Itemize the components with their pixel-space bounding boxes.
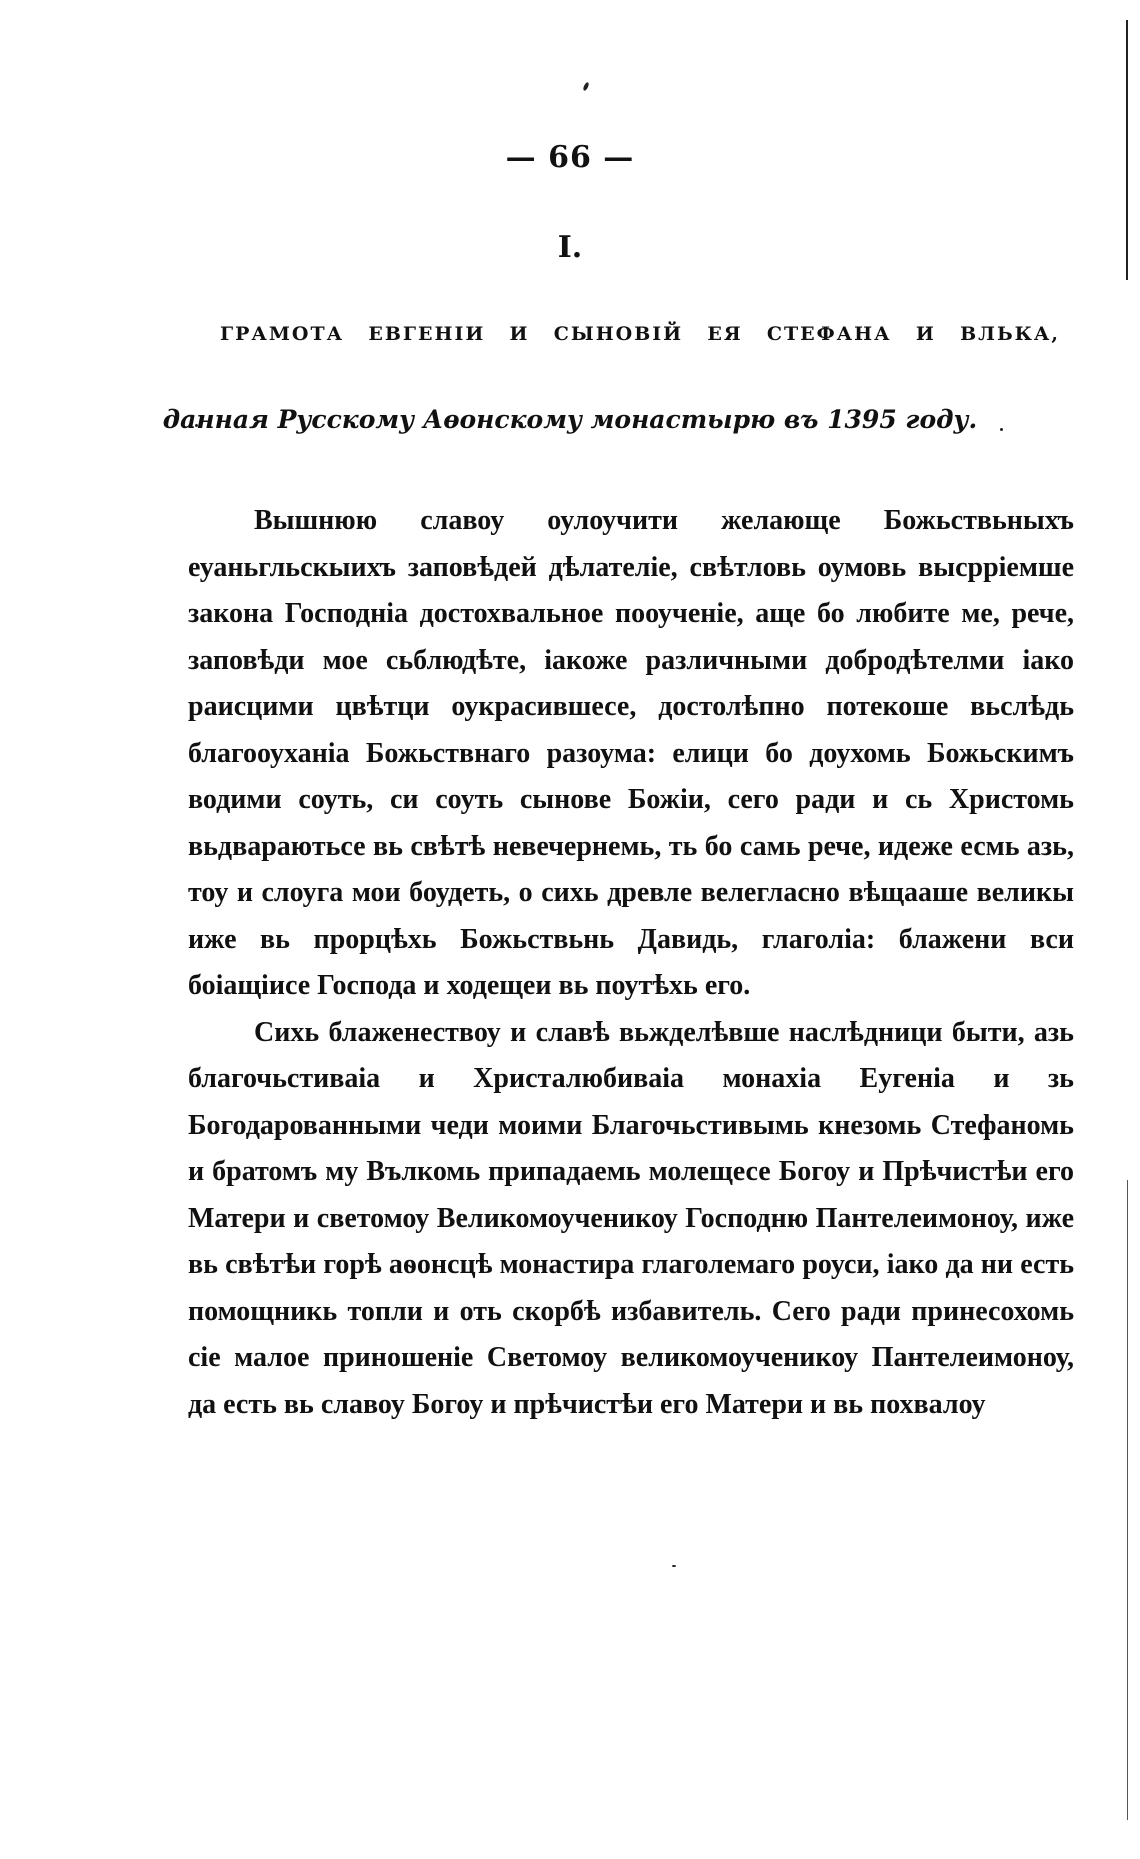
scan-edge-line-lower: [1127, 1180, 1128, 1820]
paragraph: Сихь блаженествоу и славѣ вьжделѣвше наслѣдници быти, азь благочьстиваіа и Христалюбиваіа монахіа Еугеніа и зь Богодарованными чеди моими Благочьстивымь кнезомь Стефаномь и братомъ му Вълкомь припадаемь молещесе Богоу и Прѣчистѣи его Матери и светомоу Великомоученикоу Господню Пантелеимоноу, иже вь свѣтѣи горѣ аѳонсцѣ монастира глаголемаго роуси, іако да ни есть помощникь топли и оть скорбѣ избавитель. Сего ради принесохомь сіе малое приношеніе Светомоу великомоученикоу Пантелеимоноу, да есть вь славоу Богоу и прѣчистѣи его Матери и вь похвалоу: [188, 1016, 1074, 1420]
paragraph: Вышнюю славоу оулоучити желающе Божьствьныхъ еуаньгльскыихъ заповѣдей дѣлателіе, свѣтловь оумовь высрріемше закона Господніа достохвальное пооученіе, аще бо любите ме, рече, заповѣди мое сьблюдѣте, іакоже различными добродѣтелми іако раисцими цвѣтци оукрасившесе, достолѣпно потекоше вьслѣдь благооуханіа Божьствнаго разоума: елици бо доухомь Божьскимъ водими соуть, си соуть сынове Божіи, сего ради и сь Христомь вьдвараютьсе вь свѣтѣ невечернемь, ть бо самь рече, идеже есмь азь, тоу и слоуга мои боудеть, о сихь древле велегласно вѣщааше великы иже вь прорцѣхь Божьствьнь Давидь, глаголіа: блажени вси боіащіисе Господа и ходещеи вь поутѣхь его.: [188, 505, 1074, 1001]
scan-speck: [582, 82, 589, 92]
section-numeral: I.: [557, 230, 583, 265]
page-number: — 66 —: [505, 140, 635, 175]
scan-speck: [672, 1565, 676, 1567]
body-text: [188, 498, 1074, 1428]
document-title: ГРАМОТА ЕВГЕНІИ И СЫНОВІЙ ЕЯ СТЕФАНА И ВЛЬКА,: [220, 323, 1060, 345]
document-subtitle: данная Русскому Аѳонскому монастырю въ 1395 году.: [162, 405, 978, 434]
